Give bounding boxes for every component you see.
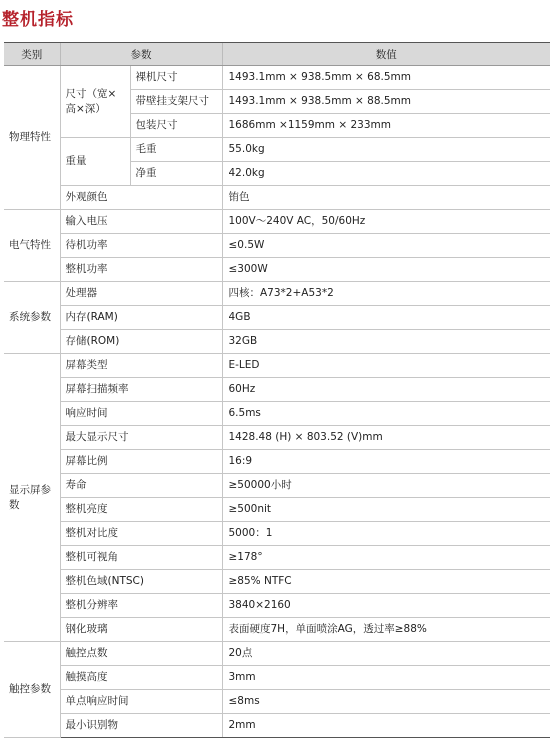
table-row <box>4 402 550 426</box>
table-row <box>4 474 550 498</box>
param-value: E-LED <box>222 354 550 378</box>
param-value: 四核：A73*2+A53*2 <box>222 282 550 306</box>
param-label: 内存(RAM) <box>60 306 222 330</box>
value-color: 铕色 <box>222 186 550 210</box>
param-label: 屏幕类型 <box>60 354 222 378</box>
table-row <box>4 618 550 642</box>
table-row <box>4 378 550 402</box>
param-weight: 重量 <box>60 138 130 186</box>
value-net-weight: 42.0kg <box>222 162 550 186</box>
table-row <box>4 666 550 690</box>
table-row <box>4 282 550 306</box>
param-value: 16:9 <box>222 450 550 474</box>
table-row <box>4 714 550 738</box>
table-row <box>4 570 550 594</box>
value-gross-weight: 55.0kg <box>222 138 550 162</box>
param-label: 触控点数 <box>60 642 222 666</box>
table-header-row <box>4 43 550 66</box>
category-physical: 物理特性 <box>4 66 60 210</box>
param-value: 5000：1 <box>222 522 550 546</box>
param-value: ≤0.5W <box>222 234 550 258</box>
param-value: ≤300W <box>222 258 550 282</box>
param-label: 整机亮度 <box>60 498 222 522</box>
param-value: 2mm <box>222 714 550 738</box>
table-row <box>4 258 550 282</box>
category-display: 显示屏参数 <box>4 354 60 642</box>
param-value: ≥85% NTFC <box>222 570 550 594</box>
param-gross-weight: 毛重 <box>130 138 222 162</box>
param-pack-size: 包装尺寸 <box>130 114 222 138</box>
param-label: 输入电压 <box>60 210 222 234</box>
param-label: 整机色域(NTSC) <box>60 570 222 594</box>
param-label: 整机对比度 <box>60 522 222 546</box>
param-value: 3840×2160 <box>222 594 550 618</box>
param-value: ≥178° <box>222 546 550 570</box>
table-row <box>4 642 550 666</box>
value-bare-size: 1493.1mm × 938.5mm × 68.5mm <box>222 66 550 90</box>
page-title: 整机指标 <box>2 10 74 30</box>
param-label: 整机功率 <box>60 258 222 282</box>
param-value: 60Hz <box>222 378 550 402</box>
param-label: 单点响应时间 <box>60 690 222 714</box>
table-row <box>4 234 550 258</box>
param-label: 处理器 <box>60 282 222 306</box>
table-row <box>4 546 550 570</box>
param-label: 屏幕扫描频率 <box>60 378 222 402</box>
param-label: 整机可视角 <box>60 546 222 570</box>
category-system: 系统参数 <box>4 282 60 354</box>
table-row <box>4 138 550 162</box>
table-row <box>4 210 550 234</box>
header-value: 数值 <box>222 43 550 66</box>
param-value: 3mm <box>222 666 550 690</box>
table-row <box>4 690 550 714</box>
param-label: 整机分辨率 <box>60 594 222 618</box>
param-value: 4GB <box>222 306 550 330</box>
param-label: 寿命 <box>60 474 222 498</box>
spec-table <box>4 42 550 738</box>
param-value: ≥50000小时 <box>222 474 550 498</box>
param-value: 1428.48 (H) × 803.52 (V)mm <box>222 426 550 450</box>
table-row <box>4 522 550 546</box>
param-value: 100V～240V AC，50/60Hz <box>222 210 550 234</box>
table-row <box>4 594 550 618</box>
table-row <box>4 354 550 378</box>
param-value: 20点 <box>222 642 550 666</box>
header-parameter: 参数 <box>60 43 222 66</box>
table-row <box>4 186 550 210</box>
param-value: 32GB <box>222 330 550 354</box>
param-net-weight: 净重 <box>130 162 222 186</box>
param-label: 最大显示尺寸 <box>60 426 222 450</box>
table-row <box>4 306 550 330</box>
param-bare-size: 裸机尺寸 <box>130 66 222 90</box>
param-value: 表面硬度7H，单面喷涂AG，透过率≥88% <box>222 618 550 642</box>
param-size: 尺寸（宽×高×深） <box>60 66 130 138</box>
param-label: 钢化玻璃 <box>60 618 222 642</box>
param-color: 外观颜色 <box>60 186 222 210</box>
table-row <box>4 426 550 450</box>
category-touch: 触控参数 <box>4 642 60 738</box>
category-electrical: 电气特性 <box>4 210 60 282</box>
param-value: ≤8ms <box>222 690 550 714</box>
table-row <box>4 330 550 354</box>
param-value: ≥500nit <box>222 498 550 522</box>
value-mount-size: 1493.1mm × 938.5mm × 88.5mm <box>222 90 550 114</box>
param-label: 触摸高度 <box>60 666 222 690</box>
table-row <box>4 450 550 474</box>
param-mount-size: 带壁挂支架尺寸 <box>130 90 222 114</box>
header-category: 类别 <box>4 43 60 66</box>
param-value: 6.5ms <box>222 402 550 426</box>
table-row <box>4 66 550 90</box>
param-label: 响应时间 <box>60 402 222 426</box>
value-pack-size: 1686mm ×1159mm × 233mm <box>222 114 550 138</box>
param-label: 存储(ROM) <box>60 330 222 354</box>
param-label: 屏幕比例 <box>60 450 222 474</box>
param-label: 待机功率 <box>60 234 222 258</box>
table-row <box>4 498 550 522</box>
param-label: 最小识别物 <box>60 714 222 738</box>
